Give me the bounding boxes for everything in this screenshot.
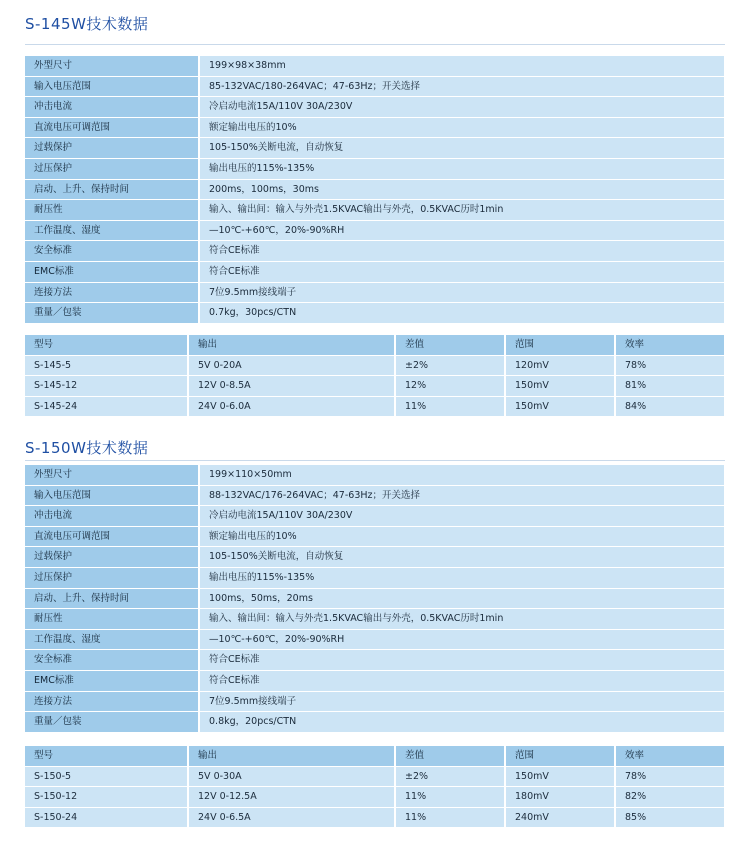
spec-key: 过载保护 <box>25 138 200 159</box>
spec-row <box>25 180 724 201</box>
spec-row <box>25 55 724 77</box>
cell-range: 240mV <box>506 808 616 829</box>
spec-row <box>25 671 724 692</box>
spec-value: 7位9.5mm接线端子 <box>200 283 724 304</box>
spec-key: 输入电压范围 <box>25 77 200 98</box>
cell-range: 150mV <box>506 397 616 418</box>
spec-row <box>25 159 724 180</box>
header-tolerance: 差值 <box>396 746 506 767</box>
cell-output: 24V 0-6.5A <box>189 808 396 829</box>
spec-key: 过压保护 <box>25 159 200 180</box>
cell-output: 12V 0-8.5A <box>189 376 396 397</box>
spec-key: 外型尺寸 <box>25 55 200 77</box>
model-header-row <box>25 746 724 767</box>
spec-row <box>25 486 724 507</box>
cell-range: 120mV <box>506 356 616 377</box>
cell-efficiency: 82% <box>616 787 724 808</box>
header-model: 型号 <box>25 746 189 767</box>
spec-key: 冲击电流 <box>25 506 200 527</box>
spec-value: 符合CE标准 <box>200 671 724 692</box>
spec-value: 冷启动电流15A/110V 30A/230V <box>200 97 724 118</box>
cell-model: S-150-12 <box>25 787 189 808</box>
cell-model: S-150-24 <box>25 808 189 829</box>
model-row <box>25 397 724 418</box>
spec-row <box>25 630 724 651</box>
spec-row <box>25 506 724 527</box>
spec-value: 输出电压的115%-135% <box>200 568 724 589</box>
cell-output: 5V 0-20A <box>189 356 396 377</box>
spec-value: 符合CE标准 <box>200 650 724 671</box>
spec-key: 连接方法 <box>25 283 200 304</box>
spec-key: 外型尺寸 <box>25 464 200 486</box>
cell-efficiency: 78% <box>616 356 724 377</box>
spec-key: 工作温度、湿度 <box>25 221 200 242</box>
spec-key: 耐压性 <box>25 200 200 221</box>
spec-key: 冲击电流 <box>25 97 200 118</box>
spec-row <box>25 138 724 159</box>
spec-key: 启动、上升、保持时间 <box>25 589 200 610</box>
spec-value: 0.8kg，20pcs/CTN <box>200 712 724 733</box>
cell-output: 24V 0-6.0A <box>189 397 396 418</box>
cell-tolerance: 11% <box>396 397 506 418</box>
spec-value: 额定输出电压的10% <box>200 118 724 139</box>
cell-tolerance: 12% <box>396 376 506 397</box>
model-table-s145w <box>25 335 724 417</box>
spec-value: —10℃-+60℃，20%-90%RH <box>200 221 724 242</box>
model-row <box>25 808 724 829</box>
spec-key: EMC标准 <box>25 671 200 692</box>
cell-efficiency: 85% <box>616 808 724 829</box>
spec-value: —10℃-+60℃，20%-90%RH <box>200 630 724 651</box>
spec-row <box>25 97 724 118</box>
spec-row <box>25 712 724 733</box>
spec-value: 100ms，50ms，20ms <box>200 589 724 610</box>
spec-value: 输出电压的115%-135% <box>200 159 724 180</box>
cell-model: S-150-5 <box>25 767 189 788</box>
spec-value: 105-150%关断电流，自动恢复 <box>200 138 724 159</box>
header-range: 范围 <box>506 335 616 356</box>
model-table-s150w <box>25 746 724 828</box>
spec-value: 输入、输出间：输入与外壳1.5KVAC输出与外壳，0.5KVAC历时1min <box>200 609 724 630</box>
spec-value: 200ms，100ms，30ms <box>200 180 724 201</box>
cell-output: 5V 0-30A <box>189 767 396 788</box>
header-efficiency: 效率 <box>616 335 724 356</box>
spec-key: 启动、上升、保持时间 <box>25 180 200 201</box>
spec-row <box>25 77 724 98</box>
spec-key: 工作温度、湿度 <box>25 630 200 651</box>
spec-row <box>25 692 724 713</box>
spec-key: 过压保护 <box>25 568 200 589</box>
title-divider <box>25 460 725 461</box>
cell-range: 150mV <box>506 376 616 397</box>
spec-row <box>25 241 724 262</box>
cell-model: S-145-24 <box>25 397 189 418</box>
spec-value: 0.7kg，30pcs/CTN <box>200 303 724 324</box>
spec-table-s150w <box>25 464 724 733</box>
header-output: 输出 <box>189 335 396 356</box>
header-efficiency: 效率 <box>616 746 724 767</box>
spec-value: 88-132VAC/176-264VAC；47-63Hz；开关选择 <box>200 486 724 507</box>
cell-efficiency: 84% <box>616 397 724 418</box>
spec-row <box>25 283 724 304</box>
spec-key: EMC标准 <box>25 262 200 283</box>
header-range: 范围 <box>506 746 616 767</box>
spec-value: 输入、输出间：输入与外壳1.5KVAC输出与外壳，0.5KVAC历时1min <box>200 200 724 221</box>
spec-value: 199×110×50mm <box>200 464 724 486</box>
cell-range: 180mV <box>506 787 616 808</box>
spec-value: 额定输出电压的10% <box>200 527 724 548</box>
section-title-s145w: S-145W技术数据 <box>25 15 149 33</box>
spec-row <box>25 609 724 630</box>
spec-value: 85-132VAC/180-264VAC；47-63Hz；开关选择 <box>200 77 724 98</box>
spec-row <box>25 650 724 671</box>
cell-output: 12V 0-12.5A <box>189 787 396 808</box>
spec-value: 符合CE标准 <box>200 241 724 262</box>
cell-tolerance: ±2% <box>396 356 506 377</box>
spec-value: 7位9.5mm接线端子 <box>200 692 724 713</box>
spec-row <box>25 303 724 324</box>
cell-tolerance: 11% <box>396 808 506 829</box>
spec-key: 过载保护 <box>25 547 200 568</box>
model-header-row <box>25 335 724 356</box>
cell-model: S-145-12 <box>25 376 189 397</box>
cell-model: S-145-5 <box>25 356 189 377</box>
cell-tolerance: ±2% <box>396 767 506 788</box>
spec-value: 199×98×38mm <box>200 55 724 77</box>
spec-key: 直流电压可调范围 <box>25 118 200 139</box>
spec-key: 重量／包装 <box>25 712 200 733</box>
spec-row <box>25 527 724 548</box>
header-output: 输出 <box>189 746 396 767</box>
spec-value: 冷启动电流15A/110V 30A/230V <box>200 506 724 527</box>
model-row <box>25 376 724 397</box>
spec-row <box>25 568 724 589</box>
cell-efficiency: 78% <box>616 767 724 788</box>
title-divider <box>25 44 725 45</box>
spec-key: 输入电压范围 <box>25 486 200 507</box>
spec-value: 符合CE标准 <box>200 262 724 283</box>
spec-value: 105-150%关断电流，自动恢复 <box>200 547 724 568</box>
model-row <box>25 787 724 808</box>
spec-row <box>25 464 724 486</box>
spec-key: 直流电压可调范围 <box>25 527 200 548</box>
spec-key: 安全标准 <box>25 650 200 671</box>
header-model: 型号 <box>25 335 189 356</box>
spec-row <box>25 221 724 242</box>
cell-tolerance: 11% <box>396 787 506 808</box>
spec-key: 重量／包装 <box>25 303 200 324</box>
spec-row <box>25 589 724 610</box>
model-row <box>25 767 724 788</box>
spec-table-s145w <box>25 55 724 324</box>
spec-key: 安全标准 <box>25 241 200 262</box>
model-row <box>25 356 724 377</box>
spec-key: 连接方法 <box>25 692 200 713</box>
header-tolerance: 差值 <box>396 335 506 356</box>
spec-key: 耐压性 <box>25 609 200 630</box>
cell-range: 150mV <box>506 767 616 788</box>
cell-efficiency: 81% <box>616 376 724 397</box>
section-title-s150w: S-150W技术数据 <box>25 439 149 457</box>
spec-row <box>25 200 724 221</box>
spec-row <box>25 118 724 139</box>
spec-row <box>25 262 724 283</box>
spec-row <box>25 547 724 568</box>
